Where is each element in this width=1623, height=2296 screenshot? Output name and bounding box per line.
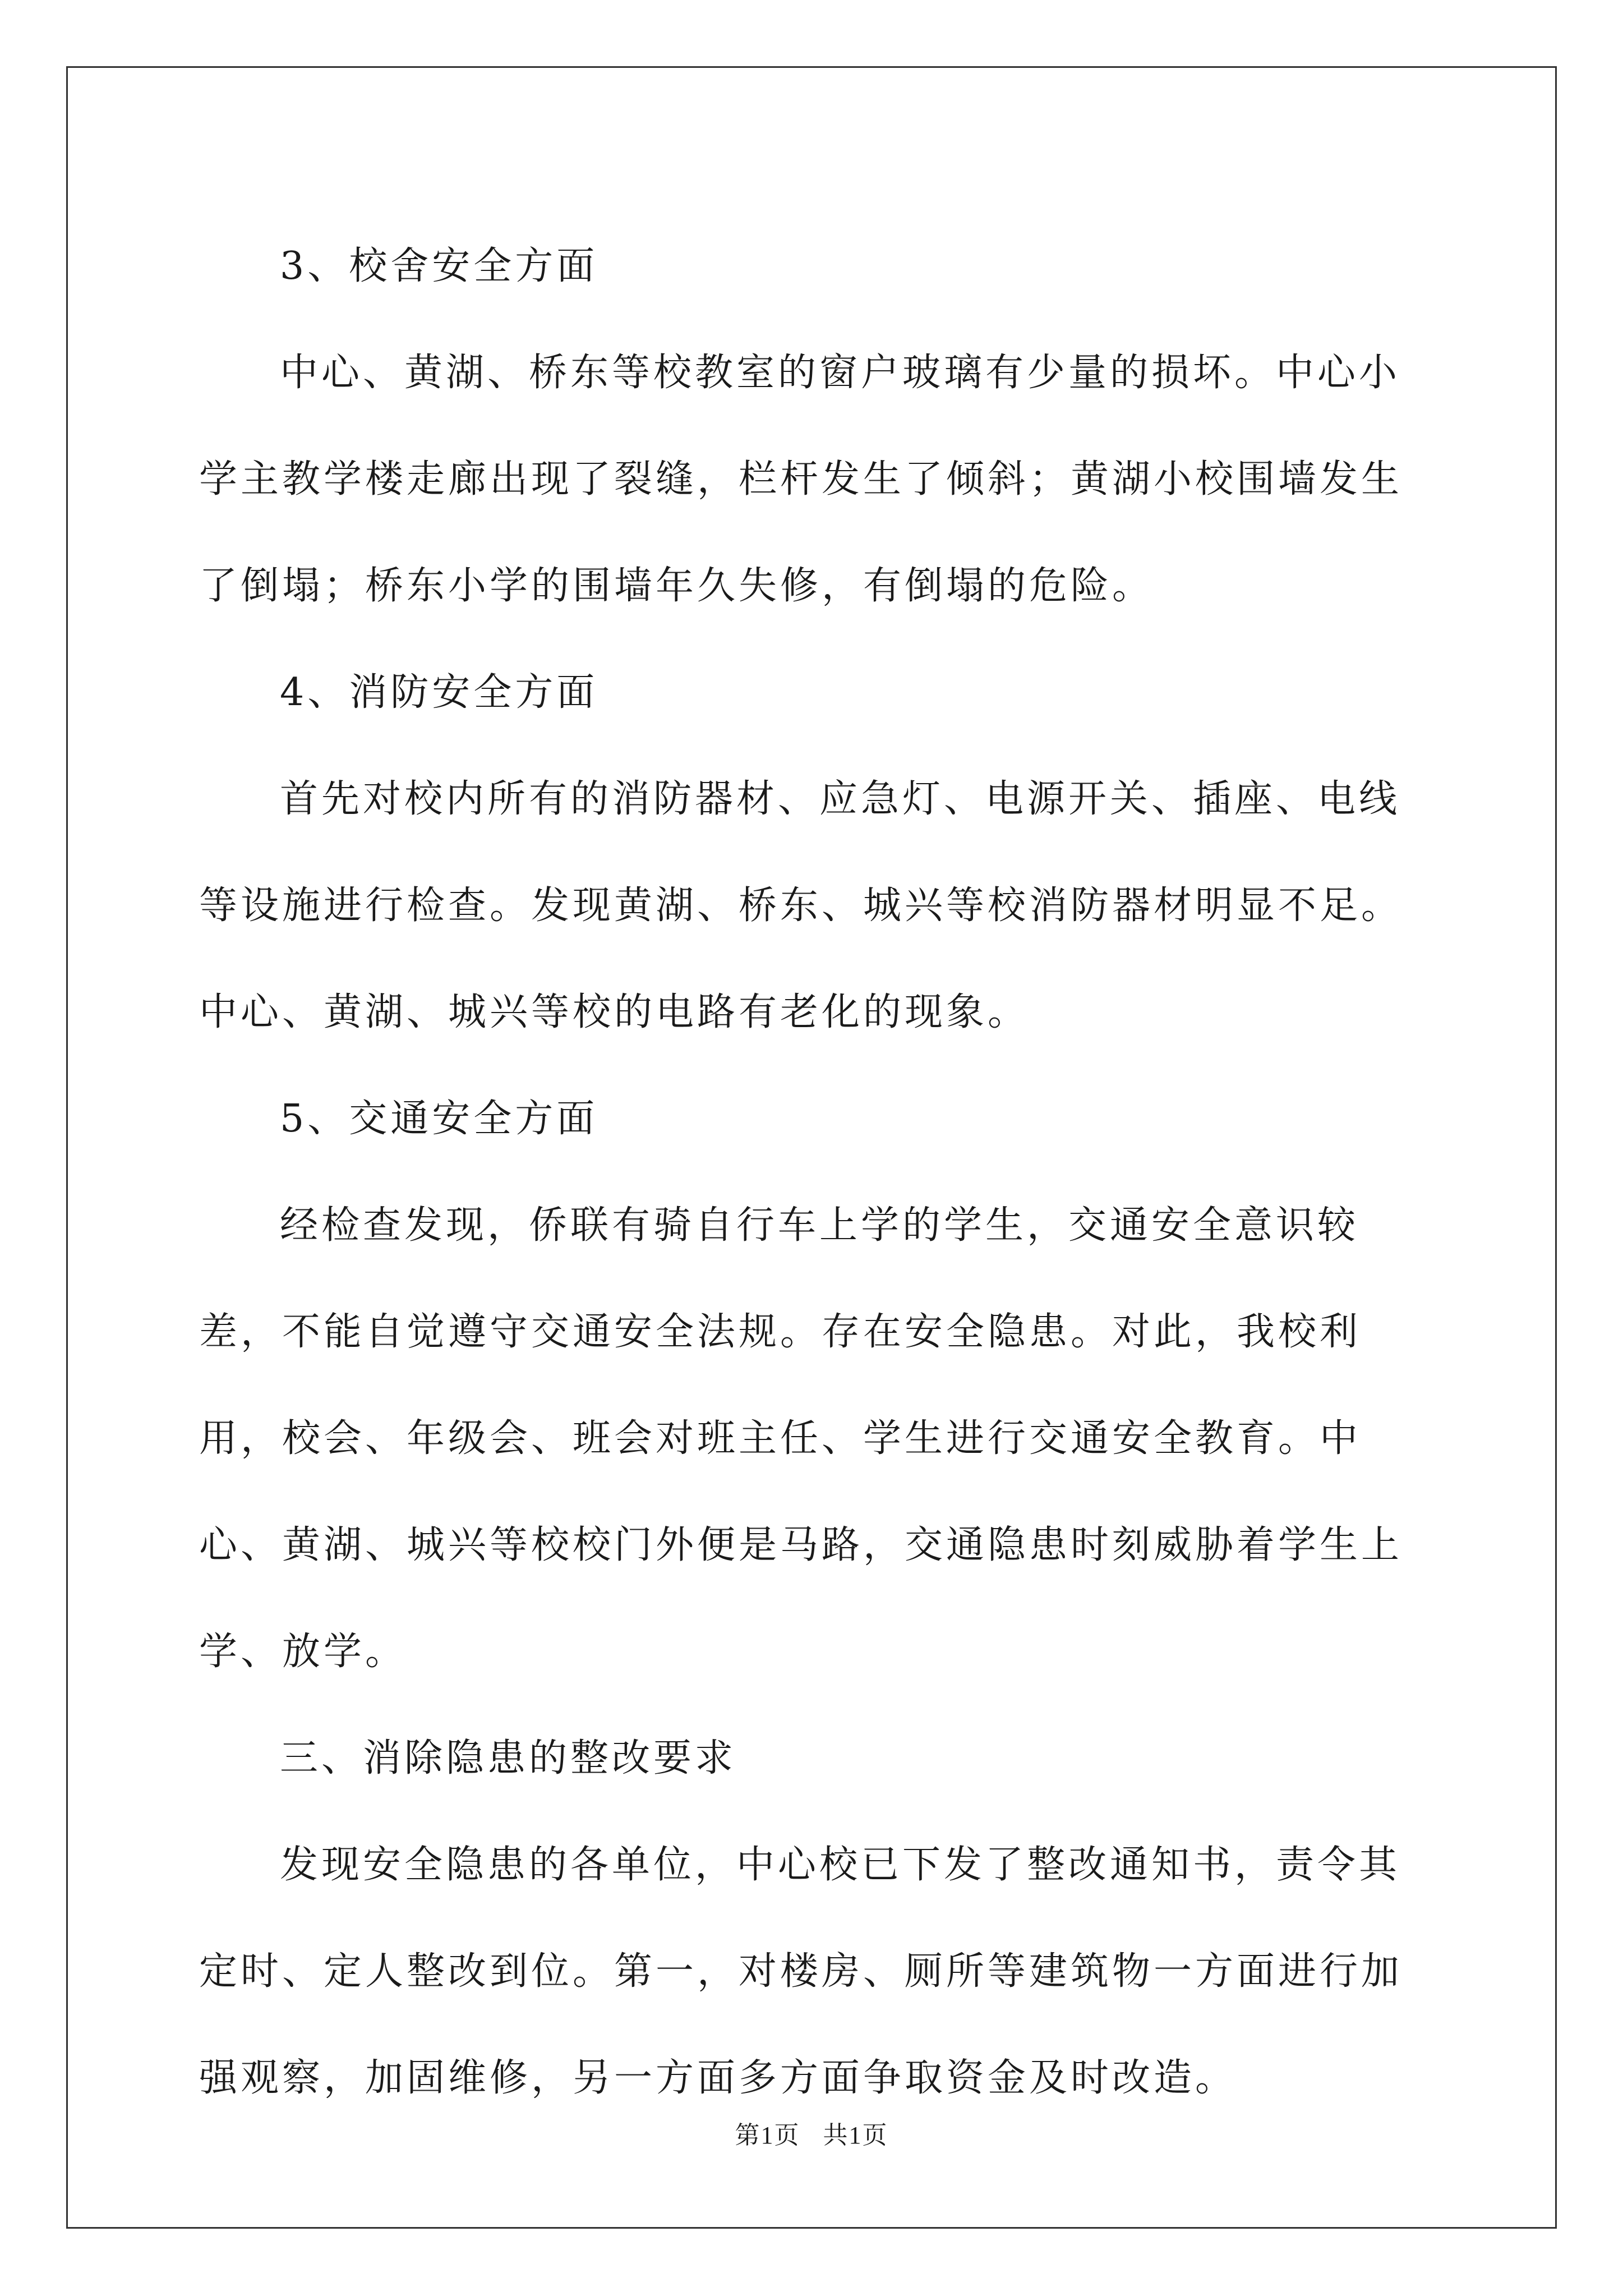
section-heading-rectification: 三、消除隐患的整改要求 xyxy=(280,1736,737,1780)
paragraph-fire-safety: 首先对校内所有的消防器材、应急灯、电源开关、插座、电线等设施进行检查。发现黄湖、桥东、城兴等校消防器材明显不足。中心、黄湖、城兴等校的电路有老化的现象。 xyxy=(199,777,1403,1034)
page-number-current: 第1页 xyxy=(735,2122,800,2149)
page-footer xyxy=(0,2115,1623,2151)
section-heading-school-building: 3、校舍安全方面 xyxy=(280,244,598,288)
paragraph-rectification: 发现安全隐患的各单位，中心校已下发了整改通知书，责令其定时、定人整改到位。第一，对楼房、厕所等建筑物一方面进行加强观察，加固维修，另一方面多方面争取资金及时改造。 xyxy=(199,1843,1403,2100)
page-number-total: 共1页 xyxy=(823,2122,888,2149)
paragraph-traffic-safety: 经检查发现，侨联有骑自行车上学的学生，交通安全意识较差，不能自觉遵守交通安全法规。存在安全隐患。对此，我校利用，校会、年级会、班会对班主任、学生进行交通安全教育。中心、黄湖、城兴等校校门外便是马路，交通隐患时刻威胁着学生上学、放学。 xyxy=(199,1203,1403,1674)
paragraph-school-building: 中心、黄湖、桥东等校教室的窗户玻璃有少量的损坏。中心小学主教学楼走廊出现了裂缝，栏杆发生了倾斜；黄湖小校围墙发生了倒塌；桥东小学的围墙年久失修，有倒塌的危险。 xyxy=(199,351,1403,608)
section-heading-traffic-safety: 5、交通安全方面 xyxy=(280,1097,598,1141)
document-body xyxy=(199,213,1433,2132)
section-heading-fire-safety: 4、消防安全方面 xyxy=(280,670,598,715)
